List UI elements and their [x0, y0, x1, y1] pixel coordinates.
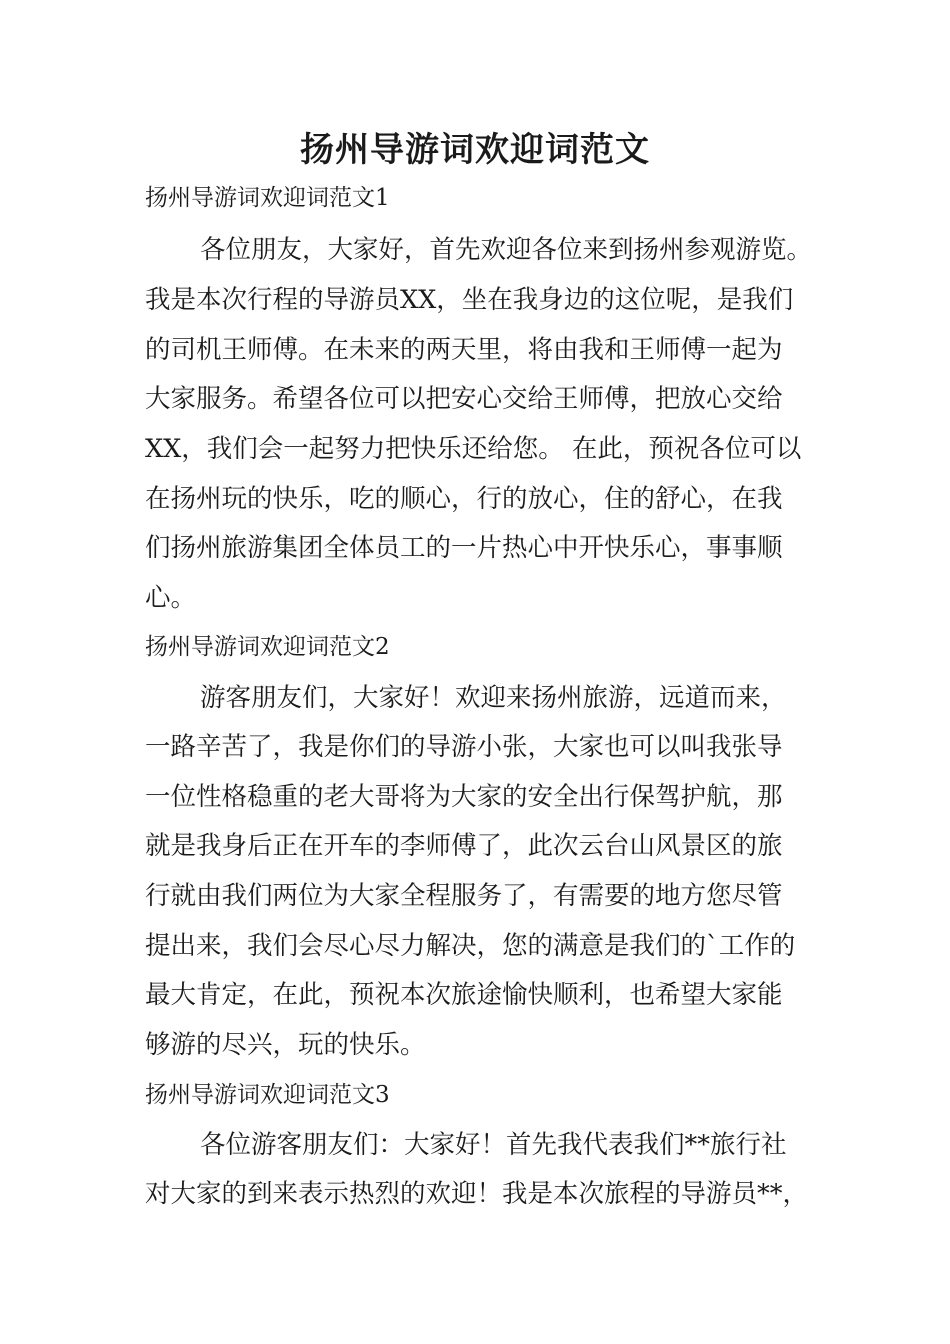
- paragraph-line: 就是我身后正在开车的李师傅了，此次云台山风景区的旅: [145, 831, 783, 861]
- paragraph-line: 们扬州旅游集团全体员工的一片热心中开快乐心，事事顺: [145, 533, 783, 563]
- paragraph-line: 各位游客朋友们：大家好！首先我代表我们**旅行社: [200, 1130, 787, 1160]
- paragraph-line: 一位性格稳重的老大哥将为大家的安全出行保驾护航，那: [145, 782, 783, 812]
- paragraph-line: 游客朋友们，大家好！欢迎来扬州旅游，远道而来，: [200, 683, 787, 713]
- paragraph-line: 最大肯定，在此，预祝本次旅途愉快顺利，也希望大家能: [145, 980, 783, 1010]
- paragraph-line: 的司机王师傅。在未来的两天里，将由我和王师傅一起为: [145, 335, 783, 365]
- paragraph-line: XX，我们会一起努力把快乐还给您。 在此，预祝各位可以: [145, 434, 802, 464]
- paragraph-line: 一路辛苦了，我是你们的导游小张，大家也可以叫我张导: [145, 732, 783, 762]
- paragraph-line: 我是本次行程的导游员XX，坐在我身边的这位呢，是我们: [145, 285, 794, 315]
- paragraph-line: 行就由我们两位为大家全程服务了，有需要的地方您尽管: [145, 881, 783, 911]
- paragraph-line: 提出来，我们会尽心尽力解决，您的满意是我们的`工作的: [145, 931, 796, 961]
- paragraph-line: 心。: [145, 583, 197, 613]
- paragraph-line: 够游的尽兴，玩的快乐。: [145, 1030, 426, 1060]
- section-heading-3: 扬州导游词欢迎词范文3: [145, 1082, 390, 1108]
- paragraph-line: 各位朋友，大家好，首先欢迎各位来到扬州参观游览。: [200, 235, 813, 265]
- document-title: 扬州导游词欢迎词范文: [300, 130, 650, 170]
- section-heading-1: 扬州导游词欢迎词范文1: [145, 185, 390, 211]
- paragraph-line: 对大家的到来表示热烈的欢迎！我是本次旅程的导游员**，: [145, 1179, 809, 1209]
- paragraph-line: 在扬州玩的快乐，吃的顺心，行的放心，住的舒心，在我: [145, 484, 783, 514]
- section-heading-2: 扬州导游词欢迎词范文2: [145, 634, 390, 660]
- paragraph-line: 大家服务。希望各位可以把安心交给王师傅，把放心交给: [145, 384, 783, 414]
